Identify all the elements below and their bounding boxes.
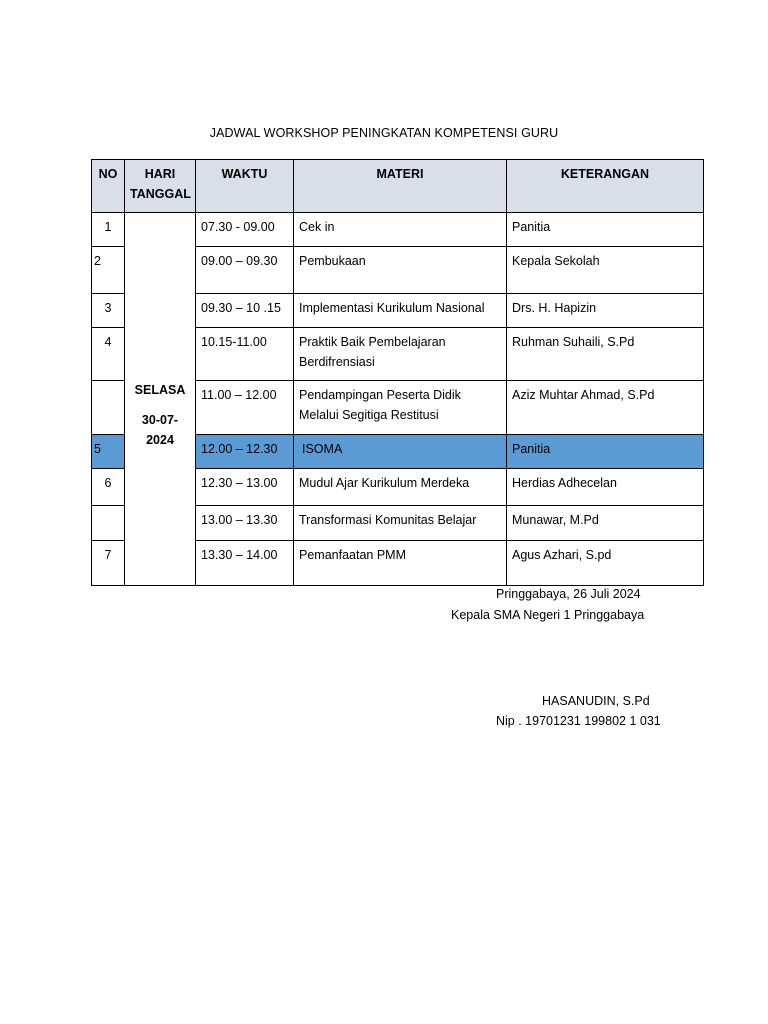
- row-note: Agus Azhari, S.pd: [507, 541, 704, 586]
- row-material: Mudul Ajar Kurikulum Merdeka: [294, 469, 507, 506]
- row-material: Cek in: [294, 213, 507, 247]
- row-note: Aziz Muhtar Ahmad, S.Pd: [507, 381, 704, 435]
- header-note: KETERANGAN: [507, 160, 704, 213]
- header-time: WAKTU: [196, 160, 294, 213]
- row-material: ISOMA: [294, 435, 507, 469]
- row-note: Kepala Sekolah: [507, 247, 704, 294]
- day-date-line2: 2024: [146, 433, 174, 447]
- row-material: Implementasi Kurikulum Nasional: [294, 294, 507, 328]
- row-no: 2: [92, 247, 125, 294]
- header-day-date: [125, 160, 196, 213]
- header-material: MATERI: [294, 160, 507, 213]
- row-no: 1: [92, 213, 125, 247]
- row-no: [92, 381, 125, 435]
- signature-name: HASANUDIN, S.Pd: [542, 694, 650, 708]
- header-date: TANGGAL: [130, 187, 191, 201]
- row-time: 11.00 – 12.00: [196, 381, 294, 435]
- row-note: Munawar, M.Pd: [507, 506, 704, 541]
- row-note: Ruhman Suhaili, S.Pd: [507, 328, 704, 381]
- day-name: SELASA: [134, 383, 186, 397]
- row-time: 10.15-11.00: [196, 328, 294, 381]
- row-material: Transformasi Komunitas Belajar: [294, 506, 507, 541]
- row-note: Panitia: [507, 435, 704, 469]
- row-note: Panitia: [507, 213, 704, 247]
- row-no: 7: [92, 541, 125, 586]
- row-no: 6: [92, 469, 125, 506]
- row-material: Pemanfaatan PMM: [294, 541, 507, 586]
- row-material: Pendampingan Peserta Didik Melalui Segitiga Restitusi: [294, 381, 507, 435]
- row-time: 09.00 – 09.30: [196, 247, 294, 294]
- row-no: [92, 506, 125, 541]
- row-time: 12.30 – 13.00: [196, 469, 294, 506]
- row-time: 09.30 – 10 .15: [196, 294, 294, 328]
- day-date-cell: [125, 213, 196, 586]
- row-time: 13.30 – 14.00: [196, 541, 294, 586]
- header-no: NO: [92, 160, 125, 213]
- row-time: 07.30 - 09.00: [196, 213, 294, 247]
- signature-place-date: Pringgabaya, 26 Juli 2024: [496, 587, 641, 601]
- row-no: 5: [92, 435, 125, 469]
- row-no: 3: [92, 294, 125, 328]
- schedule-table: [91, 159, 704, 586]
- signature-position: Kepala SMA Negeri 1 Pringgabaya: [451, 608, 645, 622]
- row-material: Pembukaan: [294, 247, 507, 294]
- header-day: HARI: [144, 167, 176, 181]
- row-note: Drs. H. Hapizin: [507, 294, 704, 328]
- row-note: Herdias Adhecelan: [507, 469, 704, 506]
- row-no: 4: [92, 328, 125, 381]
- table-header-row: [92, 160, 704, 213]
- signature-nip: Nip . 19701231 199802 1 031: [496, 714, 661, 728]
- row-time: 12.00 – 12.30: [196, 435, 294, 469]
- row-material: Praktik Baik Pembelajaran Berdifrensiasi: [294, 328, 507, 381]
- table-row: [92, 213, 704, 247]
- day-date-line1: 30-07-: [141, 413, 179, 427]
- row-time: 13.00 – 13.30: [196, 506, 294, 541]
- document-title: JADWAL WORKSHOP PENINGKATAN KOMPETENSI GURU: [209, 126, 559, 140]
